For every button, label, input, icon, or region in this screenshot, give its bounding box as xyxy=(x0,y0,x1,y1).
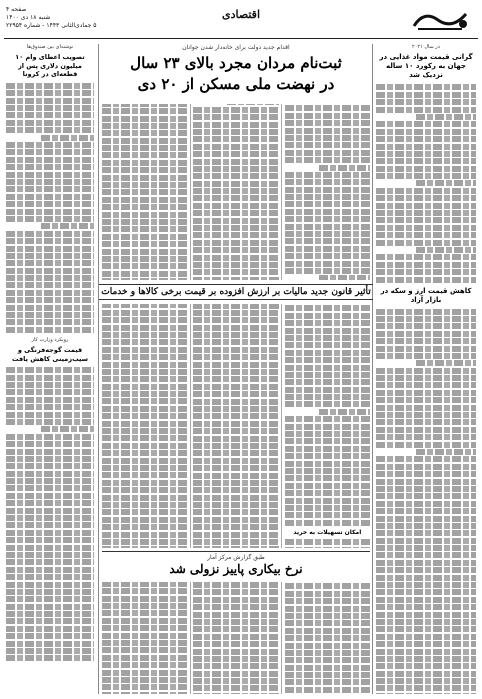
page-number: صفحه ۴ xyxy=(6,6,27,13)
issue-date: شنبه ۱۸ دی ۱۴۰۰ xyxy=(6,14,51,21)
lead-story-body xyxy=(102,104,370,280)
right-kicker: در سال ۲۰۲۱ xyxy=(412,44,440,50)
left-headline: تصویب اعطای وام ۱۰ میلیون دلاری پس از قطعه‌ای در کرونا xyxy=(15,53,85,79)
bottom-headline-block xyxy=(102,551,370,577)
column-rule xyxy=(372,44,373,694)
column-rule xyxy=(98,44,99,694)
right-column xyxy=(376,44,476,694)
lead-title-line2: در نهضت ملی مسکن از ۲۰ دی xyxy=(137,75,335,93)
issue-info xyxy=(6,6,97,30)
bottom-kicker: طبق گزارش مرکز آمار xyxy=(207,554,265,561)
page-header xyxy=(0,0,482,40)
middle-story-body xyxy=(102,304,370,548)
bottom-headline: نرخ بیکاری پاییز نزولی شد xyxy=(169,562,303,576)
bottom-story-body xyxy=(102,582,370,694)
left-column xyxy=(6,44,94,694)
right-headline-2: کاهش قیمت ارز و سکه در بازار آزاد xyxy=(380,286,472,304)
header-rule xyxy=(4,38,478,39)
section-title: اقتصادی xyxy=(221,8,261,21)
lead-headline-block xyxy=(102,42,370,95)
left-kicker-2: رویکرد وزارت کار xyxy=(31,336,69,343)
right-headline: گرانی قیمت مواد غذایی در جهان به رکورد ۱۰ ساله نزدیک شد xyxy=(379,53,473,80)
middle-bar-headline: تأثیر قانون جدید مالیات بر ارزش افزوده بر قیمت برخی کالاها و خدمات xyxy=(99,284,373,300)
issue-number: ۵ جمادی‌الثانی ۱۴۴۳ - شماره ۲۲۹۵۴ xyxy=(6,22,97,29)
left-kicker: نوشته‌ای بین صندوق‌ها xyxy=(26,44,74,50)
lead-kicker: اقدام جدید دولت برای خانه‌دار شدن جوانان xyxy=(182,44,290,51)
left-headline-2: قیمت گوجه‌فرنگی و سیب‌زمینی کاهش یافت xyxy=(11,346,89,363)
middle-subheading: امکان تسهیلات به خرید xyxy=(293,528,362,536)
lead-title-line1: ثبت‌نام مردان مجرد بالای ۲۳ سال xyxy=(130,54,342,72)
